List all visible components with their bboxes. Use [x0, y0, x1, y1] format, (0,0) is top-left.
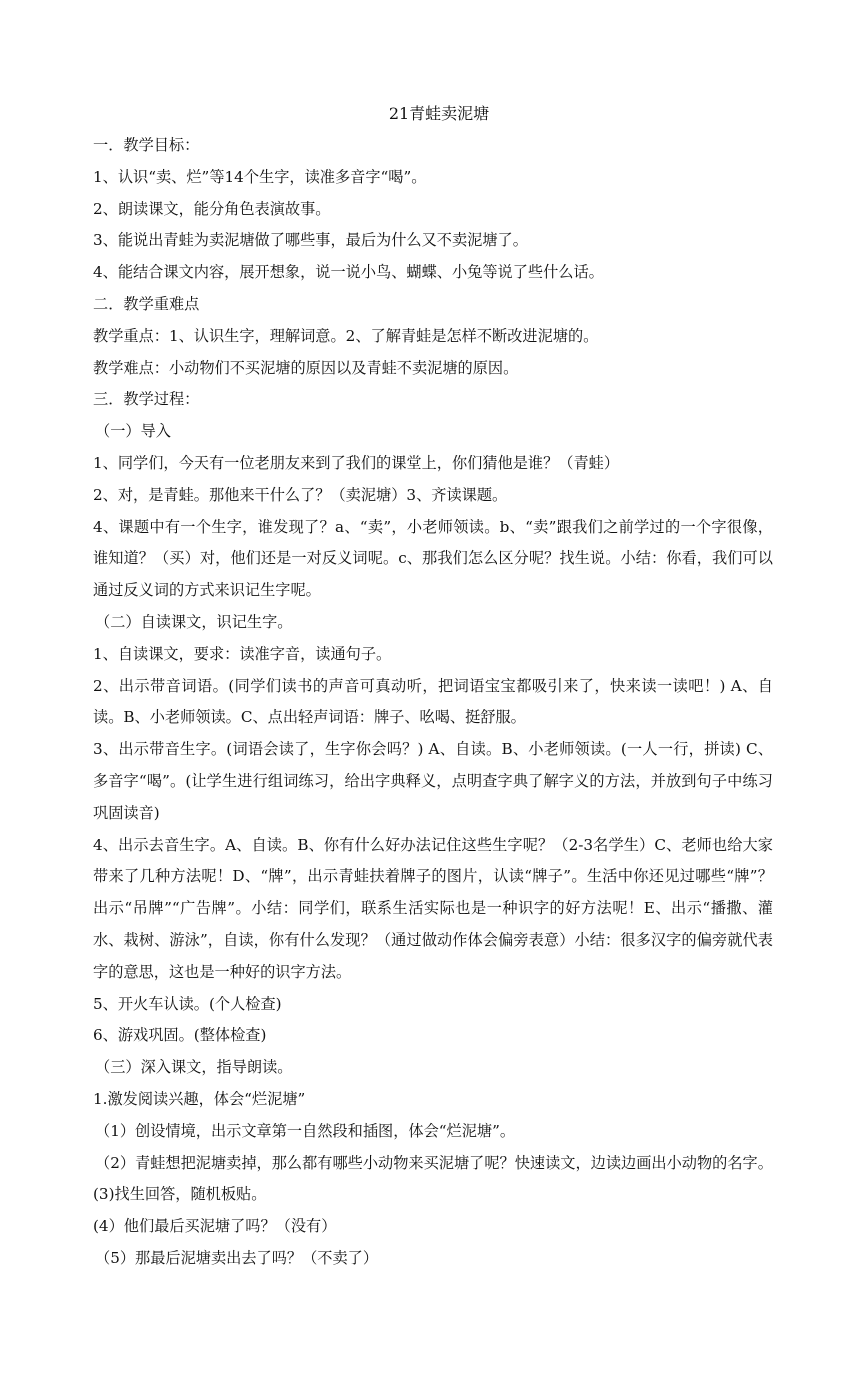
document-page [93, 98, 773, 1275]
intro-item-2: 2、对，是青蛙。那他来干什么了？（卖泥塘）3、齐读课题。 [93, 485, 508, 504]
goal-item-3: 3、能说出青蛙为卖泥塘做了哪些事，最后为什么又不卖泥塘了。 [93, 231, 528, 250]
deep-reading-sub-3: (3)找生回答，随机板贴。 [93, 1185, 267, 1204]
intro-item-1: 1、同学们，今天有一位老朋友来到了我们的课堂上，你们猜他是谁？（青蛙） [93, 453, 620, 472]
key-points-text: 教学重点：1、认识生字，理解词意。2、了解青蛙是怎样不断改进泥塘的。 [93, 326, 599, 345]
subsection-heading-deep-reading: （三）深入课文，指导朗读。 [95, 1058, 293, 1077]
deep-reading-sub-4: (4）他们最后买泥塘了吗？（没有） [93, 1217, 337, 1236]
section-heading-key-points: 二．教学重难点 [93, 294, 200, 313]
section-heading-process: 三．教学过程： [93, 390, 200, 409]
intro-item-4: 4、课题中有一个生字，谁发现了？a、“卖”，小老师领读。b、“卖”跟我们之前学过的一个字很像，谁知道？（买）对，他们还是一对反义词呢。c、那我们怎么区分呢？找生说。小结：你看，我们可以通过反义词的方式来识记生字呢。 [93, 517, 773, 600]
deep-reading-item-1: 1.激发阅读兴趣，体会“烂泥塘” [93, 1089, 306, 1108]
self-reading-item-2: 2、出示带音词语。(同学们读书的声音可真动听，把词语宝宝都吸引来了，快来读一读吧！) A、自读。B、小老师领读。C、点出轻声词语：牌子、吆喝、挺舒服。 [93, 676, 773, 727]
subsection-heading-intro: （一）导入 [95, 422, 171, 441]
deep-reading-sub-2: （2）青蛙想把泥塘卖掉，那么都有哪些小动物来买泥塘了呢？快速读文，边读边画出小动物的名字。 [95, 1153, 773, 1172]
difficult-points-text: 教学难点：小动物们不买泥塘的原因以及青蛙不卖泥塘的原因。 [93, 358, 519, 377]
self-reading-item-3: 3、出示带音生字。(词语会读了，生字你会吗？) A、自读。B、小老师领读。(一人一行，拼读) C、多音字“喝”。(让学生进行组词练习，给出字典释义，点明查字典了解字义的方法，并放到句子中练习巩固读音) [93, 740, 773, 822]
goal-item-4: 4、能结合课文内容，展开想象，说一说小鸟、蝴蝶、小兔等说了些什么话。 [93, 263, 604, 282]
self-reading-item-4: 4、出示去音生字。A、自读。B、你有什么好办法记住这些生字呢？（2-3名学生）C、老师也给大家带来了几种方法呢！D、“牌”，出示青蛙扶着牌子的图片，认读“牌子”。生活中你还见过哪些“牌”？出示“吊牌”“广告牌”。小结：同学们，联系生活实际也是一种识字的好方法呢！E、出示“播撒、灌水、栽树、游泳”，自读，你有什么发现？（通过做动作体会偏旁表意）小结：很多汉字的偏旁就代表字的意思，这也是一种好的识字方法。 [93, 835, 773, 981]
section-heading-goals: 一．教学目标： [93, 136, 200, 154]
self-reading-item-6: 6、游戏巩固。(整体检查) [93, 1026, 267, 1045]
goal-item-2: 2、朗读课文，能分角色表演故事。 [93, 199, 331, 218]
self-reading-item-5: 5、开火车认读。(个人检查) [93, 994, 282, 1013]
goal-item-1: 1、认识“卖、烂”等14个生字，读准多音字“喝”。 [93, 167, 427, 186]
deep-reading-sub-5: （5）那最后泥塘卖出去了吗？（不卖了） [95, 1248, 379, 1267]
deep-reading-sub-1: （1）创设情境，出示文章第一自然段和插图，体会“烂泥塘”。 [95, 1121, 516, 1140]
subsection-heading-self-reading: （二）自读课文，识记生字。 [95, 612, 293, 631]
document-title: 21青蛙卖泥塘 [388, 104, 490, 123]
self-reading-item-1: 1、自读课文，要求：读准字音，读通句子。 [93, 644, 392, 663]
